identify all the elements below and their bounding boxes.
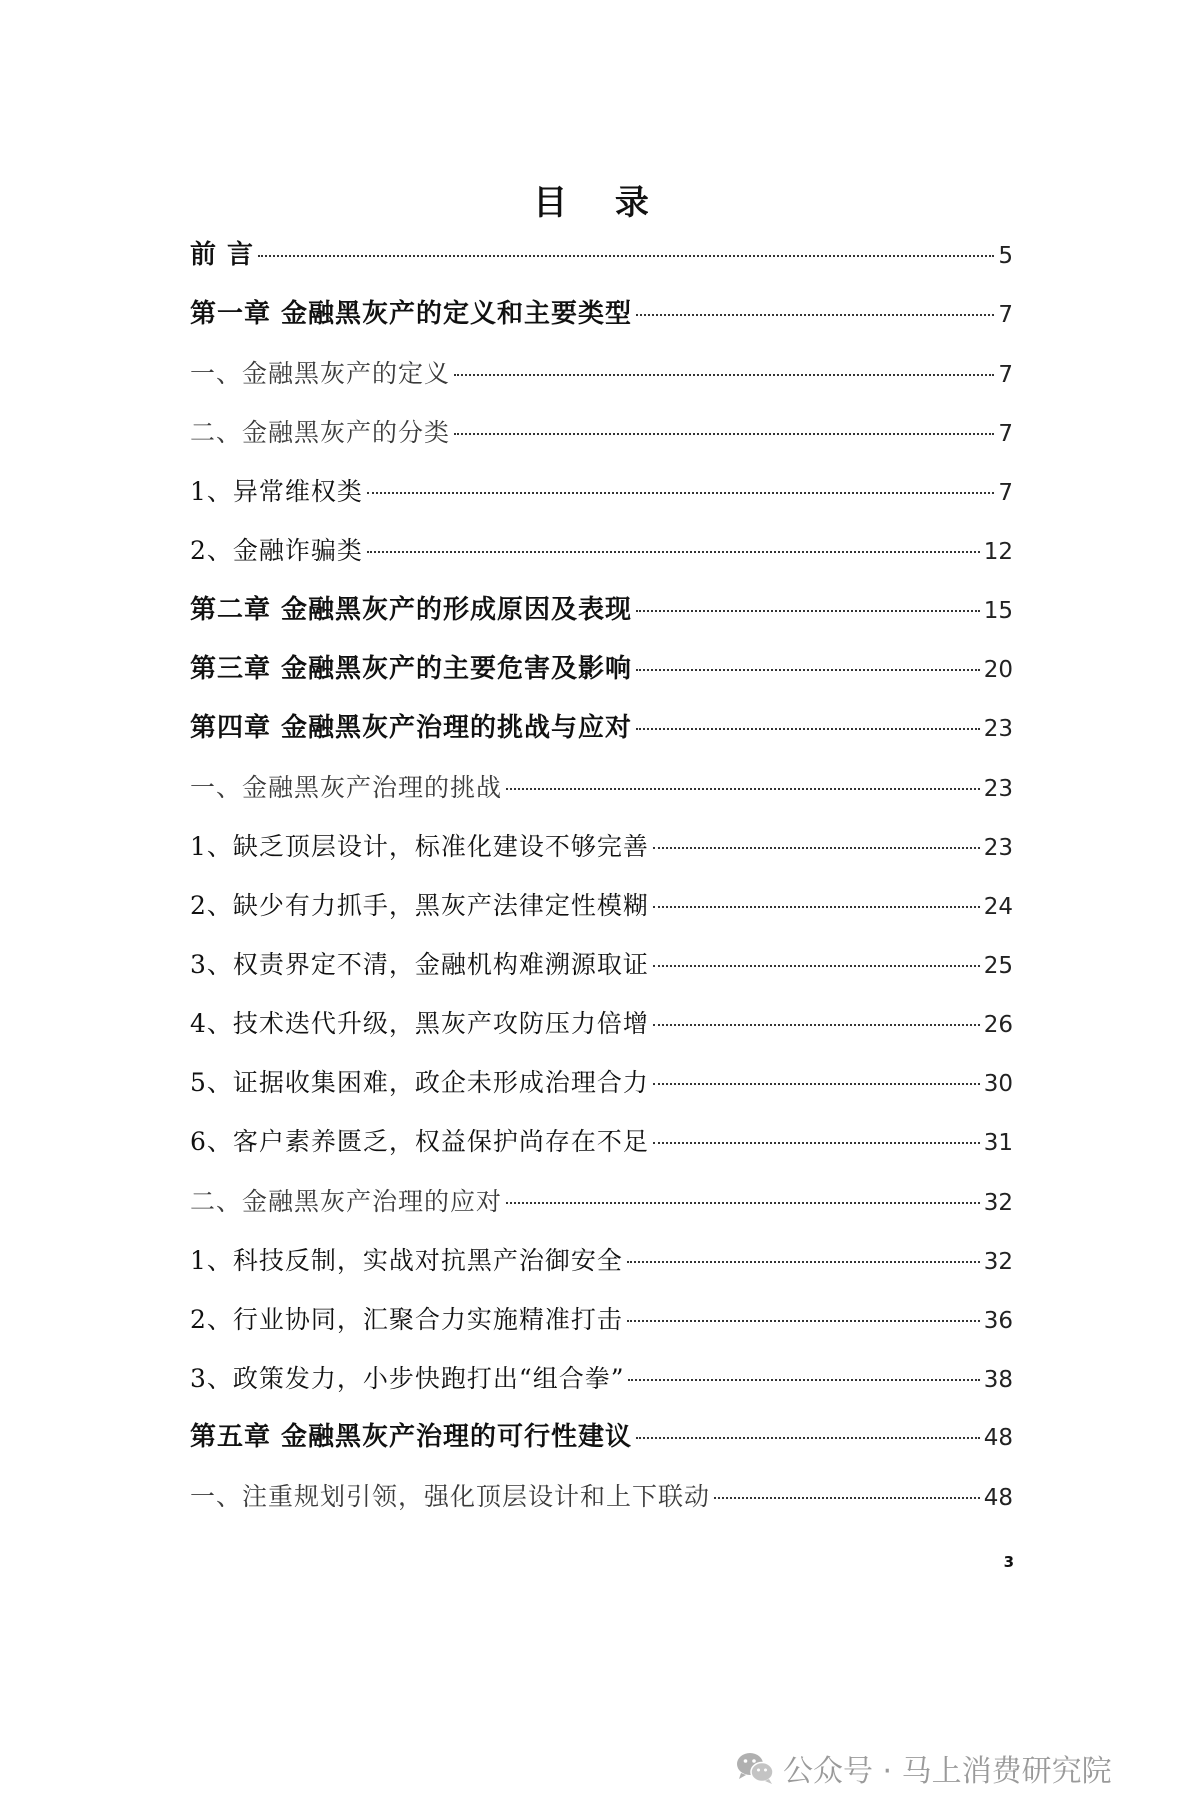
toc-entry <box>190 758 1013 817</box>
toc-entry-label: 前 言 <box>190 240 255 270</box>
toc-entry-label: 4、技术迭代升级，黑灰产攻防压力倍增 <box>190 1009 649 1039</box>
toc-entry <box>190 285 1013 344</box>
toc-entry-page: 5 <box>998 243 1013 269</box>
toc-entry-page: 23 <box>983 775 1013 802</box>
toc-entry <box>190 1467 1013 1526</box>
toc-entry <box>190 344 1013 403</box>
toc-entry-label: 3、权责界定不清，金融机构难溯源取证 <box>190 950 649 980</box>
toc-entry <box>190 1112 1013 1171</box>
toc-entry <box>190 1408 1013 1467</box>
toc-entry-label: 6、客户素养匮乏，权益保护尚存在不足 <box>190 1127 649 1157</box>
toc-entry <box>190 1231 1013 1290</box>
toc-entry-label: 2、缺少有力抓手，黑灰产法律定性模糊 <box>190 891 649 921</box>
toc-entry-page: 48 <box>983 1484 1013 1511</box>
toc-entry <box>190 462 1013 521</box>
dot-leader <box>653 1142 980 1144</box>
page-title: 目 录 <box>533 183 667 223</box>
dot-leader <box>653 1024 980 1026</box>
toc-entry-page: 36 <box>983 1307 1013 1334</box>
page-number: 3 <box>1003 1553 1014 1571</box>
toc-entry <box>190 876 1013 935</box>
dot-leader <box>367 551 980 553</box>
toc-entry-label: 2、金融诈骗类 <box>190 536 363 566</box>
dot-leader <box>653 1083 980 1085</box>
toc-entry <box>190 1349 1013 1408</box>
toc-entry-label: 第二章 金融黑灰产的形成原因及表现 <box>190 594 633 625</box>
toc-entry-page: 12 <box>983 539 1013 566</box>
toc-entry <box>190 817 1013 876</box>
dot-leader <box>454 374 994 376</box>
toc-entry <box>190 935 1013 994</box>
toc-entry <box>190 581 1013 640</box>
toc-entry-page: 30 <box>983 1071 1013 1098</box>
toc-entry-page: 7 <box>998 362 1013 389</box>
dot-leader <box>627 1320 980 1322</box>
dot-leader <box>653 906 980 908</box>
toc-entry-label: 一、金融黑灰产治理的挑战 <box>190 772 503 802</box>
toc-entry-page: 7 <box>998 421 1013 448</box>
dot-leader <box>714 1497 980 1499</box>
toc-entry-label: 第五章 金融黑灰产治理的可行性建议 <box>190 1421 633 1452</box>
toc-entry <box>190 994 1013 1053</box>
toc-entry-label: 1、科技反制，实战对抗黑产治御安全 <box>190 1245 623 1275</box>
dot-leader <box>454 433 994 435</box>
dot-leader <box>628 1379 979 1381</box>
dot-leader <box>506 1202 980 1204</box>
dot-leader <box>636 1437 980 1439</box>
toc-entry-page: 26 <box>983 1012 1013 1039</box>
toc-entry <box>190 226 1013 285</box>
wechat-icon <box>735 1751 775 1785</box>
toc-entry-page: 7 <box>998 302 1013 329</box>
dot-leader <box>367 492 994 494</box>
toc-entry-page: 15 <box>983 597 1013 624</box>
toc-entry-page: 23 <box>983 715 1013 742</box>
dot-leader <box>636 610 980 612</box>
toc-entry-label: 二、金融黑灰产的分类 <box>190 418 451 448</box>
toc-entry-page: 48 <box>983 1424 1013 1451</box>
toc-entry-label: 5、证据收集困难，政企未形成治理合力 <box>190 1068 649 1098</box>
toc-entry-label: 第一章 金融黑灰产的定义和主要类型 <box>190 299 633 330</box>
toc-entry-page: 32 <box>983 1189 1013 1216</box>
toc-entry-page: 20 <box>983 656 1013 683</box>
toc-entry-label: 2、行业协同，汇聚合力实施精准打击 <box>190 1304 623 1334</box>
toc-entry-label: 1、异常维权类 <box>190 477 363 507</box>
toc-entry <box>190 640 1013 699</box>
toc-entry <box>190 1053 1013 1112</box>
toc-entry-label: 一、金融黑灰产的定义 <box>190 359 451 389</box>
toc-entry-page: 23 <box>983 834 1013 861</box>
dot-leader <box>506 788 980 790</box>
toc-entry-label: 一、注重规划引领，强化顶层设计和上下联动 <box>190 1481 711 1511</box>
dot-leader <box>653 847 980 849</box>
toc-entry-label: 二、金融黑灰产治理的应对 <box>190 1186 503 1216</box>
toc-entry-label: 第四章 金融黑灰产治理的挑战与应对 <box>190 712 633 743</box>
toc-entry-label: 第三章 金融黑灰产的主要危害及影响 <box>190 653 633 684</box>
dot-leader <box>653 965 980 967</box>
toc-entry-label: 3、政策发力，小步快跑打出“组合拳” <box>190 1363 625 1393</box>
watermark-text: 公众号 · 马上消费研究院 <box>783 1754 1112 1789</box>
dot-leader <box>636 669 980 671</box>
toc-entry-label: 1、缺乏顶层设计，标准化建设不够完善 <box>190 831 649 861</box>
toc-entry-page: 24 <box>983 894 1013 921</box>
toc-entry-page: 25 <box>983 953 1013 980</box>
dot-leader <box>627 1261 980 1263</box>
toc-entry <box>190 403 1013 462</box>
toc-entry <box>190 521 1013 580</box>
watermark <box>735 1748 1112 1788</box>
toc-entry-page: 38 <box>983 1366 1013 1393</box>
toc-entry-page: 7 <box>998 480 1013 507</box>
toc-entry <box>190 1172 1013 1231</box>
toc-entry <box>190 1290 1013 1349</box>
toc-entry-page: 31 <box>983 1130 1013 1157</box>
dot-leader <box>636 728 980 730</box>
toc-entry <box>190 699 1013 758</box>
table-of-contents <box>190 226 1013 1526</box>
toc-entry-page: 32 <box>983 1248 1013 1275</box>
dot-leader <box>258 255 994 257</box>
dot-leader <box>636 314 994 316</box>
